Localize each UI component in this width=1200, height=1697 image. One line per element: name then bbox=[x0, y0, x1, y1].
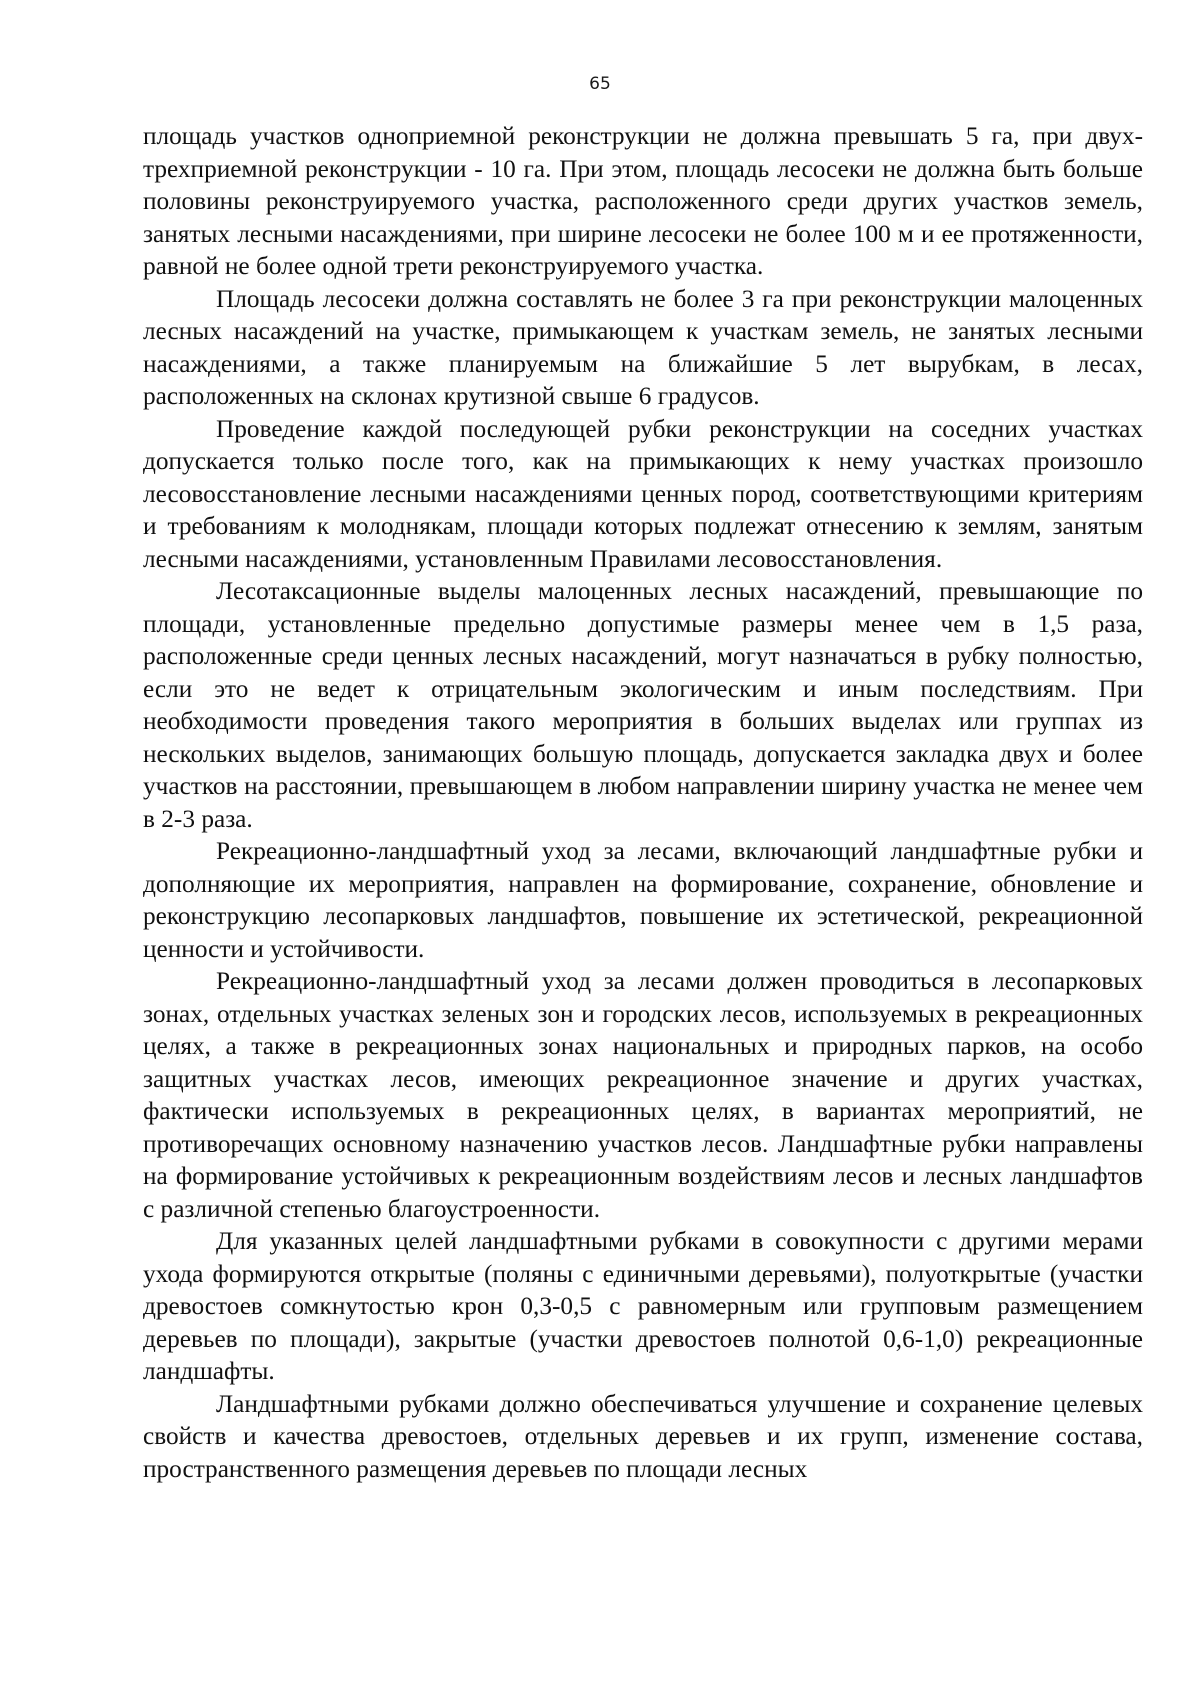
paragraph-landscape-cutting: Ландшафтными рубками должно обеспечиваться улучшение и сохранение целевых свойств и качества древостоев, отдельных деревьев и их групп, изменение состава, пространственного размещения деревьев по площади лесных bbox=[143, 1389, 1143, 1483]
document-body bbox=[143, 120, 1143, 1485]
paragraph-clearcut-area: Площадь лесосеки должна составлять не более 3 га при реконструкции малоценных лесных насаждений на участке, примыкающем к участкам земель, не занятых лесными насаждениями, а также планируемым на ближайшие 5 лет вырубкам, в лесах, расположенных на склонах крутизной свыше 6 градусов. bbox=[143, 284, 1143, 410]
paragraph-subsequent-cutting: Проведение каждой последующей рубки реконструкции на соседних участках допускается только после того, как на примыкающих к нему участках произошло лесовосстановление лесными насаждениями ценных пород, соответствующими критериям и требованиям к молоднякам, площади которых подлежат отнесению к землям, занятым лесными насаждениями, установленным Правилами лесовосстановления. bbox=[143, 414, 1143, 573]
paragraph-continuation: площадь участков одноприемной реконструкции не должна превышать 5 га, при двух-трехприемной реконструкции - 10 га. При этом, площадь лесосеки не должна быть больше половины реконструируемого участка, расположенного среди других участков земель, занятых лесными насаждениями, при ширине лесосеки не более 100 м и ее протяженности, равной не более одной трети реконструируемого участка. bbox=[143, 122, 1143, 280]
paragraph-landscape-types: Для указанных целей ландшафтными рубками в совокупности с другими мерами ухода формируются открытые (поляны с единичными деревьями), полуоткрытые (участки древостоев сомкнутостью крон 0,3-0,5 с равномерным или групповым размещением деревьев по площади), закрытые (участки древостоев полнотой 0,6-1,0) рекреационные ландшафты. bbox=[143, 1227, 1143, 1385]
paragraph-recreational-care: Рекреационно-ландшафтный уход за лесами, включающий ландшафтные рубки и дополняющие их мероприятия, направлен на формирование, сохранение, обновление и реконструкцию лесопарковых ландшафтов, повышение их эстетической, рекреационной ценности и устойчивости. bbox=[143, 837, 1143, 963]
paragraph-recreational-zones: Рекреационно-ландшафтный уход за лесами должен проводиться в лесопарковых зонах, отдельных участках зеленых зон и городских лесов, используемых в рекреационных целях, а также в рекреационных зонах национальных и природных парков, на особо защитных участках лесов, имеющих рекреационное значение и других участках, фактически используемых в рекреационных целях, в вариантах мероприятий, не противоречащих основному назначению участков лесов. Ландшафтные рубки направлены на формирование устойчивых к рекреационным воздействиям лесов и лесных ландшафтов с различной степенью благоустроенности. bbox=[143, 967, 1143, 1223]
paragraph-forest-stands: Лесотаксационные выделы малоценных лесных насаждений, превышающие по площади, установленные предельно допустимые размеры менее чем в 1,5 раза, расположенные среди ценных лесных насаждений, могут назначаться в рубку полностью, если это не ведет к отрицательным экологическим и иным последствиям. При необходимости проведения такого мероприятия в больших выделах или группах из нескольких выделов, занимающих большую площадь, допускается закладка двух и более участков на расстоянии, превышающем в любом направлении ширину участка не менее чем в 2-3 раза. bbox=[143, 577, 1143, 833]
page-number: 65 bbox=[589, 74, 611, 94]
